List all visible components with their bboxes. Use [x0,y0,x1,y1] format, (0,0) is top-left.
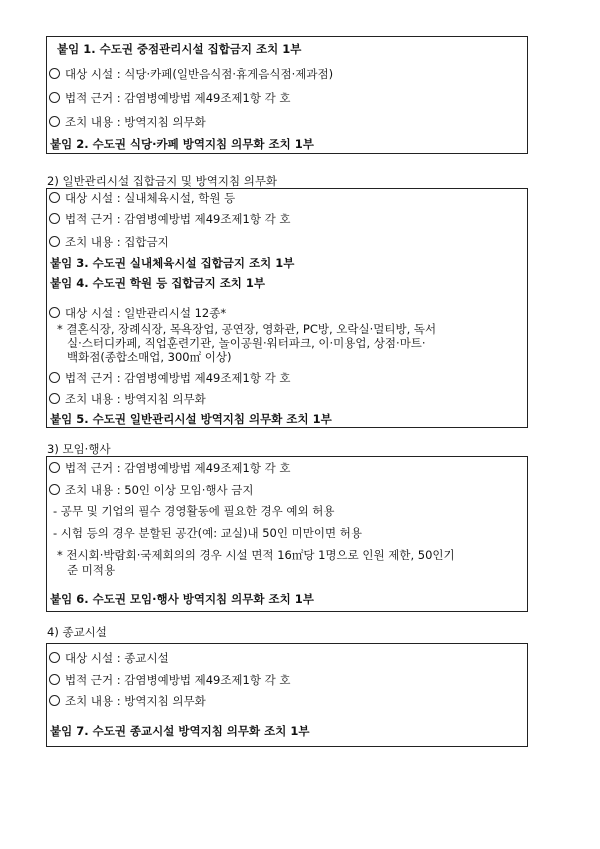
section2-heading: 2) 일반관리시설 집합금지 및 방역지침 의무화 [47,174,278,188]
item-measure: 조치 내용 : 방역지침 의무화 [49,694,206,708]
circle-bullet-icon [49,236,60,247]
circle-bullet-icon [49,393,60,404]
facility-note-line: 백화점(종합소매업, 300㎡ 이상) [67,350,232,364]
circle-bullet-icon [49,68,60,79]
facility-note-line: 실·스터디카페, 직업훈련기관, 놀이공원·워터파크, 이·미용업, 상점·마트· [67,336,426,350]
attachment-4: 붙임 4. 수도권 학원 등 집합금지 조치 1부 [50,276,266,290]
attachment-3: 붙임 3. 수도권 실내체육시설 집합금지 조치 1부 [50,256,295,270]
attachment-5: 붙임 5. 수도권 일반관리시설 방역지침 의무화 조치 1부 [50,412,332,426]
item-target: 대상 시설 : 식당·카페(일반음식점·휴게음식점·제과점) [49,67,333,81]
circle-bullet-icon [49,192,60,203]
section4-heading: 4) 종교시설 [47,625,107,639]
box-section1 [46,36,528,154]
facility-note-line: * 결혼식장, 장례식장, 목욕장업, 공연장, 영화관, PC방, 오락실·멀티방, 독서 [57,322,437,336]
circle-bullet-icon [49,372,60,383]
attachment-1: 붙임 1. 수도권 중점관리시설 집합금지 조치 1부 [57,42,302,56]
item-target: 대상 시설 : 실내체육시설, 학원 등 [49,191,235,205]
attachment-7: 붙임 7. 수도권 종교시설 방역지침 의무화 조치 1부 [50,724,310,738]
circle-bullet-icon [49,307,60,318]
circle-bullet-icon [49,116,60,127]
item-legal-basis: 법적 근거 : 감염병예방법 제49조제1항 각 호 [49,673,291,687]
item-target: 대상 시설 : 일반관리시설 12종* [49,306,226,320]
item-target: 대상 시설 : 종교시설 [49,651,169,665]
circle-bullet-icon [49,462,60,473]
event-note-line: * 전시회·박람회·국제회의의 경우 시설 면적 16㎡당 1명으로 인원 제한, 50인기 [57,548,455,562]
box-section3 [46,456,528,612]
item-measure: 조치 내용 : 방역지침 의무화 [49,115,206,129]
circle-bullet-icon [49,674,60,685]
item-legal-basis: 법적 근거 : 감염병예방법 제49조제1항 각 호 [49,212,291,226]
item-measure: 조치 내용 : 집합금지 [49,235,169,249]
box-section2 [46,188,528,428]
box-section4 [46,643,528,747]
item-measure: 조치 내용 : 방역지침 의무화 [49,392,206,406]
circle-bullet-icon [49,92,60,103]
circle-bullet-icon [49,695,60,706]
item-legal-basis: 법적 근거 : 감염병예방법 제49조제1항 각 호 [49,461,291,475]
circle-bullet-icon [49,484,60,495]
section3-heading: 3) 모임·행사 [47,442,111,456]
attachment-2: 붙임 2. 수도권 식당·카페 방역지침 의무화 조치 1부 [50,137,314,151]
circle-bullet-icon [49,652,60,663]
circle-bullet-icon [49,213,60,224]
item-measure: 조치 내용 : 50인 이상 모임·행사 금지 [49,483,254,497]
attachment-6: 붙임 6. 수도권 모임·행사 방역지침 의무화 조치 1부 [50,592,314,606]
exception-line: - 시험 등의 경우 분할된 공간(예: 교실)내 50인 미만이면 허용 [53,526,362,540]
exception-line: - 공무 및 기업의 필수 경영활동에 필요한 경우 예외 허용 [53,504,335,518]
item-legal-basis: 법적 근거 : 감염병예방법 제49조제1항 각 호 [49,371,291,385]
event-note-line: 준 미적용 [67,563,116,577]
item-legal-basis: 법적 근거 : 감염병예방법 제49조제1항 각 호 [49,91,291,105]
